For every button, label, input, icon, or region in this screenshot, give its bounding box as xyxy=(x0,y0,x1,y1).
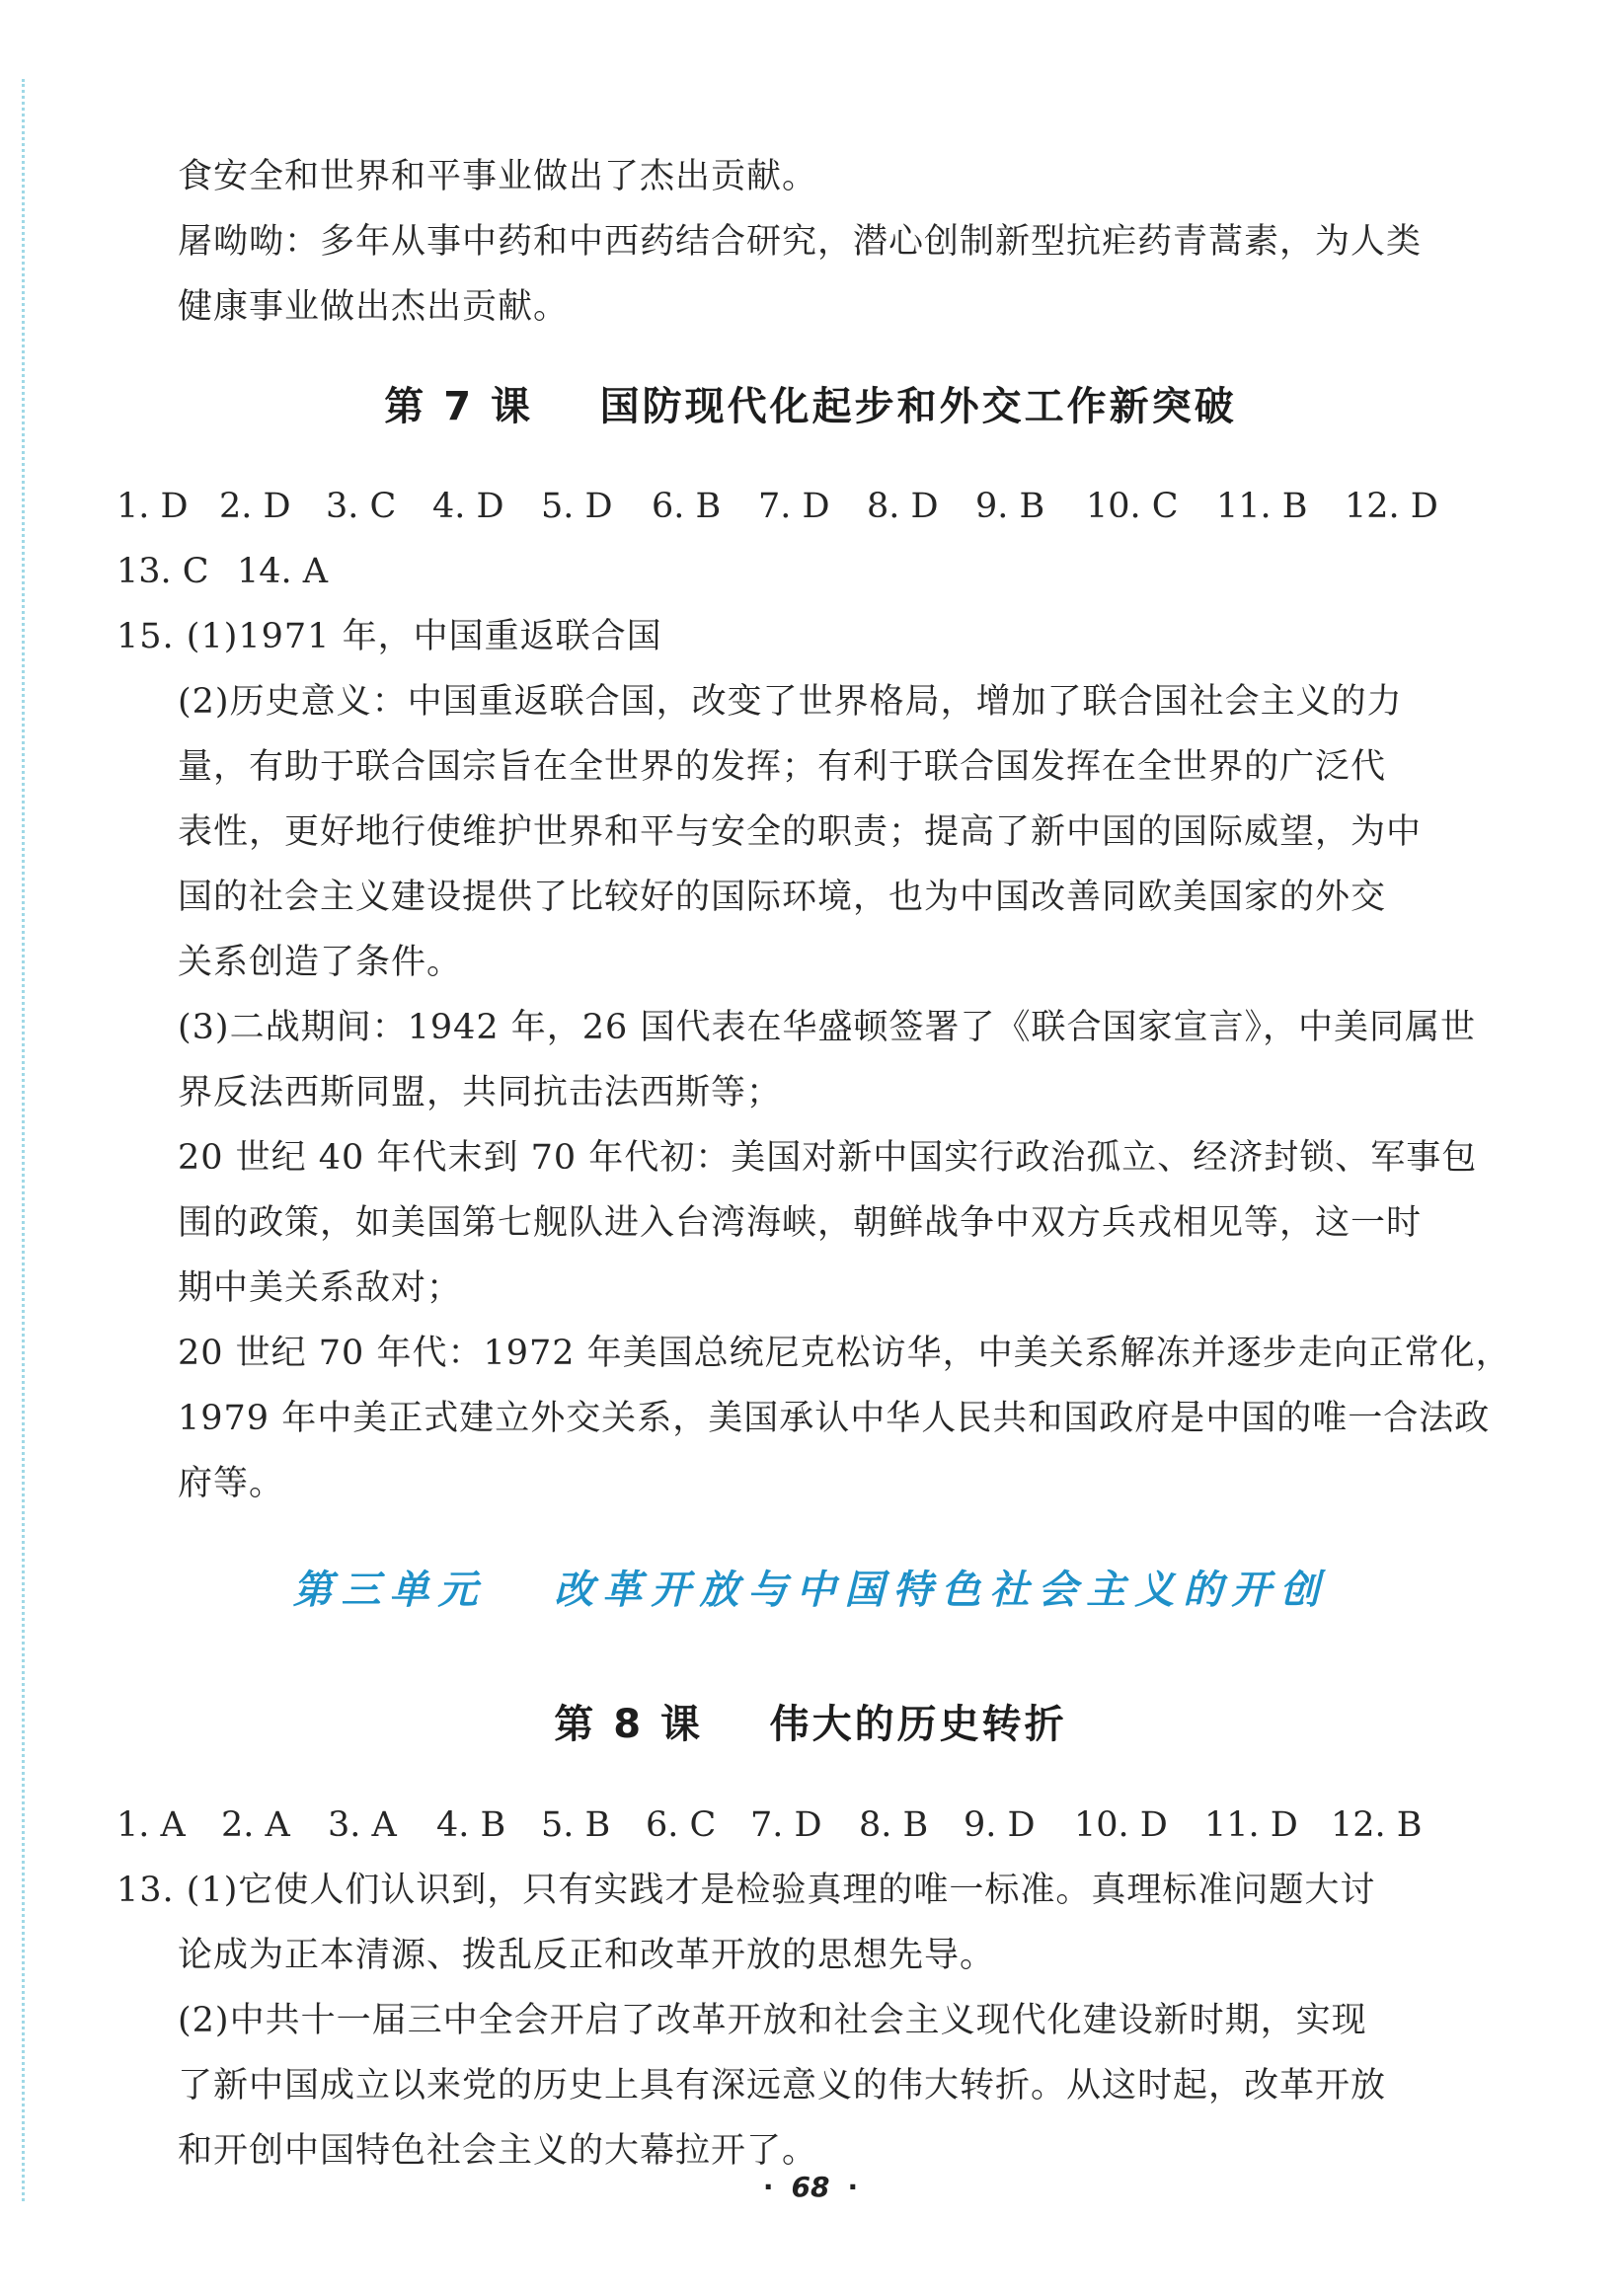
answer-item: 2. A xyxy=(221,1805,290,1845)
answer-item: 8. D xyxy=(867,487,939,526)
answer-item: 1. D xyxy=(116,487,189,526)
answer-item: 10. C xyxy=(1086,487,1179,526)
answer-item: 14. A xyxy=(237,552,329,591)
answer-item: 8. B xyxy=(859,1805,929,1845)
q15-part-5-line: 1979 年中美正式建立外交关系，美国承认中华人民共和国政府是中国的唯一合法政 xyxy=(178,1399,1491,1438)
q15-part-5-line: 府等。 xyxy=(178,1464,285,1503)
q13-part-2-line: 和开创中国特色社会主义的大幕拉开了。 xyxy=(178,2131,818,2171)
answer-item: 6. C xyxy=(646,1805,717,1845)
q13-part-1-line: 13. (1)它使人们认识到，只有实践才是检验真理的唯一标准。真理标准问题大讨 xyxy=(116,1871,1376,1910)
answer-item: 5. D xyxy=(541,487,613,526)
q15-part-2-line: (2)历史意义：中国重返联合国，改变了世界格局，增加了联合国社会主义的力 xyxy=(178,682,1403,722)
answer-item: 12. B xyxy=(1331,1805,1423,1845)
answer-item: 11. D xyxy=(1204,1805,1298,1845)
q13-part-2-line: (2)中共十一届三中全会开启了改革开放和社会主义现代化建设新时期，实现 xyxy=(178,2001,1367,2040)
answer-item: 3. C xyxy=(326,487,397,526)
q15-part-2-line: 表性，更好地行使维护世界和平与安全的职责；提高了新中国的国际威望，为中 xyxy=(178,812,1423,852)
q15-part-3-line: (3)二战期间：1942 年，26 国代表在华盛顿签署了《联合国家宣言》，中美同属世 xyxy=(178,1008,1476,1047)
answer-item: 10. D xyxy=(1074,1805,1168,1845)
page-number-value: 68 xyxy=(791,2171,830,2203)
answer-item: 7. D xyxy=(758,487,830,526)
q15-part-4-line: 20 世纪 40 年代末到 70 年代初：美国对新中国实行政治孤立、经济封锁、军事包 xyxy=(178,1138,1478,1178)
q15-part-1: 15. (1)1971 年，中国重返联合国 xyxy=(116,617,662,656)
answer-item: 12. D xyxy=(1345,487,1438,526)
q13-part-1-line: 论成为正本清源、拨乱反正和改革开放的思想先导。 xyxy=(178,1936,996,1975)
q15-part-2-line: 关系创造了条件。 xyxy=(178,943,463,982)
q15-part-2-line: 量，有助于联合国宗旨在全世界的发挥；有利于联合国发挥在全世界的广泛代 xyxy=(178,747,1387,787)
answer-item: 9. D xyxy=(964,1805,1036,1845)
q15-part-4-line: 围的政策，如美国第七舰队进入台湾海峡，朝鲜战争中双方兵戎相见等，这一时 xyxy=(178,1203,1423,1243)
answer-item: 3. A xyxy=(328,1805,397,1845)
lesson-8-title: 第 8 课 伟大的历史转折 xyxy=(554,1702,1067,1747)
q15-part-2-line: 国的社会主义建设提供了比较好的国际环境，也为中国改善同欧美国家的外交 xyxy=(178,878,1387,917)
answer-item: 4. B xyxy=(436,1805,506,1845)
lesson-7-title: 第 7 课 国防现代化起步和外交工作新突破 xyxy=(384,384,1237,429)
answer-item: 6. B xyxy=(652,487,722,526)
page-number xyxy=(0,2170,1621,2205)
page-number-dot-right: · xyxy=(847,2171,859,2203)
q15-part-5-line: 20 世纪 70 年代：1972 年美国总统尼克松访华，中美关系解冻并逐步走向正常化， xyxy=(178,1334,1511,1373)
answer-item: 2. D xyxy=(219,487,291,526)
answer-item: 11. B xyxy=(1216,487,1308,526)
unit-3-title: 第三单元 改革开放与中国特色社会主义的开创 xyxy=(292,1568,1329,1613)
q15-part-4-line: 期中美关系敌对； xyxy=(178,1268,463,1308)
q15-part-3-line: 界反法西斯同盟，共同抗击法西斯等； xyxy=(178,1073,783,1112)
answer-item: 4. D xyxy=(432,487,504,526)
intro-line-1: 食安全和世界和平事业做出了杰出贡献。 xyxy=(178,157,818,196)
intro-line-2: 屠呦呦：多年从事中药和中西药结合研究，潜心创制新型抗疟药青蒿素，为人类 xyxy=(178,222,1423,262)
intro-line-3: 健康事业做出杰出贡献。 xyxy=(178,287,570,327)
q13-part-2-line: 了新中国成立以来党的历史上具有深远意义的伟大转折。从这时起，改革开放 xyxy=(178,2066,1387,2105)
answer-item: 5. B xyxy=(541,1805,611,1845)
answer-item: 13. C xyxy=(116,552,209,591)
page-number-dot-left: · xyxy=(762,2171,774,2203)
answer-item: 1. A xyxy=(116,1805,186,1845)
answer-item: 9. B xyxy=(975,487,1045,526)
answer-item: 7. D xyxy=(750,1805,822,1845)
